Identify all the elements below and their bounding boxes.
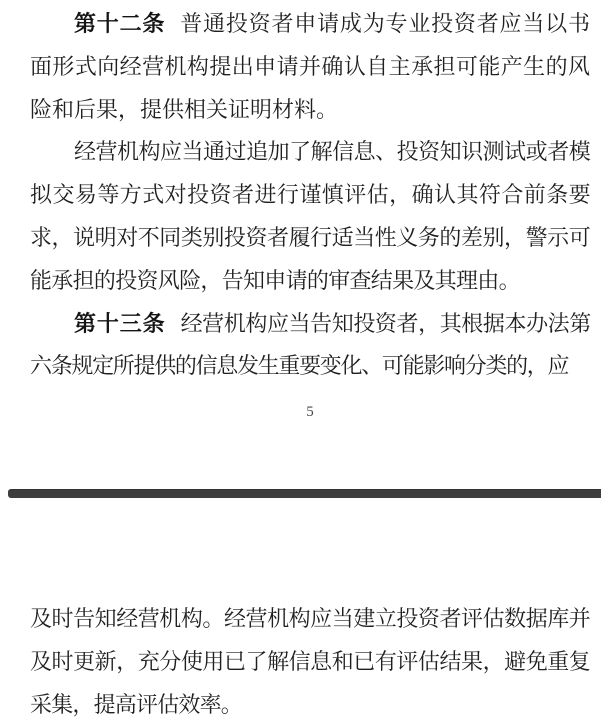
article-number-bold: 第十二条 <box>74 11 166 36</box>
paragraph-text: 及时告知经营机构。经营机构应当建立投资者评估数据库并及时更新，充分使用已了解信息和已有评估结果，避免重复采集，提高评估效率。 <box>30 606 590 717</box>
article-paragraph <box>30 303 590 389</box>
document-page-bottom <box>0 598 601 726</box>
article-number-bold: 第十三条 <box>74 310 166 336</box>
article-paragraph-continuation <box>30 598 590 726</box>
paragraph-text: 普通投资者申请成为专业投资者应当以书面形式向经营机构提出申请并确认自主承担可能产生的风险和后果，提供相关证明材料。 <box>30 11 590 122</box>
paragraph-text: 经营机构应当告知投资者，其根据本办法第六条规定所提供的信息发生重要变化、可能影响分类的，应 <box>30 310 590 379</box>
paragraph-text: 经营机构应当通过追加了解信息、投资知识测试或者模拟交易等方式对投资者进行谨慎评估，确认其符合前条要求，说明对不同类别投资者履行适当性义务的差别，警示可能承担的投资风险，告知申请的审查结果及其理由。 <box>30 139 590 293</box>
article-paragraph <box>30 3 590 131</box>
article-paragraph <box>30 131 590 302</box>
page-separator-bar <box>8 489 601 498</box>
page-number: 5 <box>306 404 314 421</box>
